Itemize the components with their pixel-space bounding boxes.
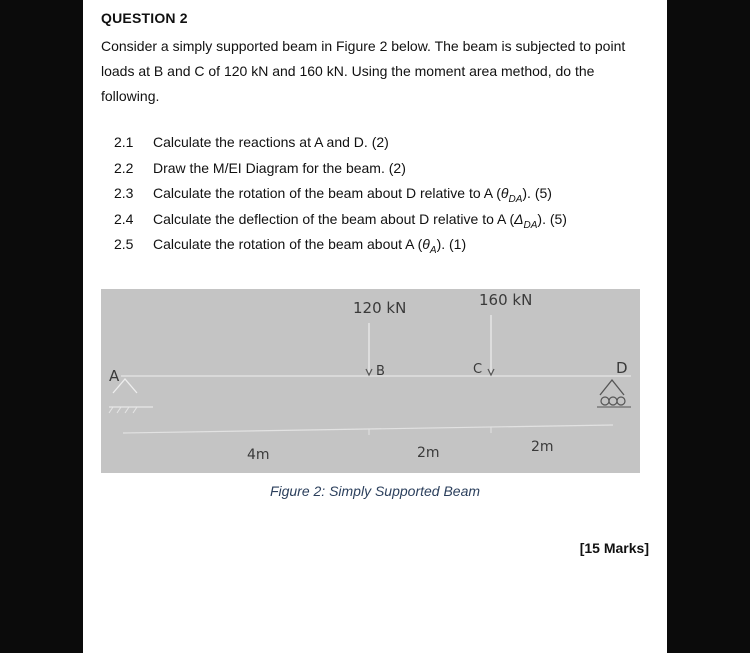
label-c: C	[473, 362, 483, 377]
label-a: A	[109, 367, 120, 385]
task-number: 2.2	[114, 159, 134, 176]
task-number: 2.1	[114, 134, 134, 150]
task-text: Draw the M/EI Diagram for the beam. (2)	[153, 159, 406, 176]
task-list	[114, 134, 654, 262]
task-text: Calculate the reactions at A and D. (2)	[153, 134, 389, 150]
left-frame	[0, 0, 83, 653]
document-page	[83, 0, 667, 653]
load-b-label: 120 kN	[353, 299, 407, 317]
intro-line: loads at B and C of 120 kN and 160 kN. Using the moment area method, do the	[101, 63, 595, 79]
math-symbol: Δ	[514, 210, 524, 227]
label-b: B	[376, 364, 385, 379]
task-text: Calculate the rotation of the beam about A $(\theta_A)$. (1)	[153, 236, 467, 256]
math-subscript: DA	[523, 219, 538, 231]
span-bc-label: 2m	[417, 445, 440, 461]
task-number: 2.4	[114, 210, 134, 227]
task-item	[114, 236, 654, 262]
math-subscript: DA	[508, 193, 523, 205]
load-c-label: 160 kN	[479, 291, 533, 309]
question-heading: QUESTION 2	[101, 10, 188, 26]
intro-line: following.	[101, 88, 160, 104]
math-symbol: θ	[500, 185, 509, 201]
figure-caption: Figure 2: Simply Supported Beam	[269, 483, 481, 499]
math-symbol: θ	[422, 236, 430, 252]
task-number: 2.3	[114, 185, 134, 201]
beam-diagram	[101, 289, 640, 473]
task-item	[114, 185, 654, 211]
math-subscript: A	[429, 244, 437, 256]
span-cd-label: 2m	[531, 439, 554, 455]
span-ab-label: 4m	[247, 447, 270, 463]
beam-figure	[101, 289, 640, 473]
task-text: Calculate the deflection of the beam about D relative to A $(\Delta_{DA})$. (5)	[153, 210, 567, 231]
right-frame	[667, 0, 750, 653]
intro-line: Consider a simply supported beam in Figure 2 below. The beam is subjected to point	[101, 38, 626, 54]
roller-support-icon	[597, 380, 631, 407]
task-text: Calculate the rotation of the beam about D relative to A $(\theta_{DA})$. (5)	[153, 185, 552, 205]
dimension-line	[123, 425, 613, 433]
task-number: 2.5	[114, 236, 134, 252]
total-marks: [15 Marks]	[579, 540, 649, 556]
question-intro	[101, 34, 661, 109]
task-item	[114, 134, 654, 160]
label-d: D	[616, 359, 628, 377]
task-item	[114, 211, 654, 237]
task-item	[114, 160, 654, 186]
